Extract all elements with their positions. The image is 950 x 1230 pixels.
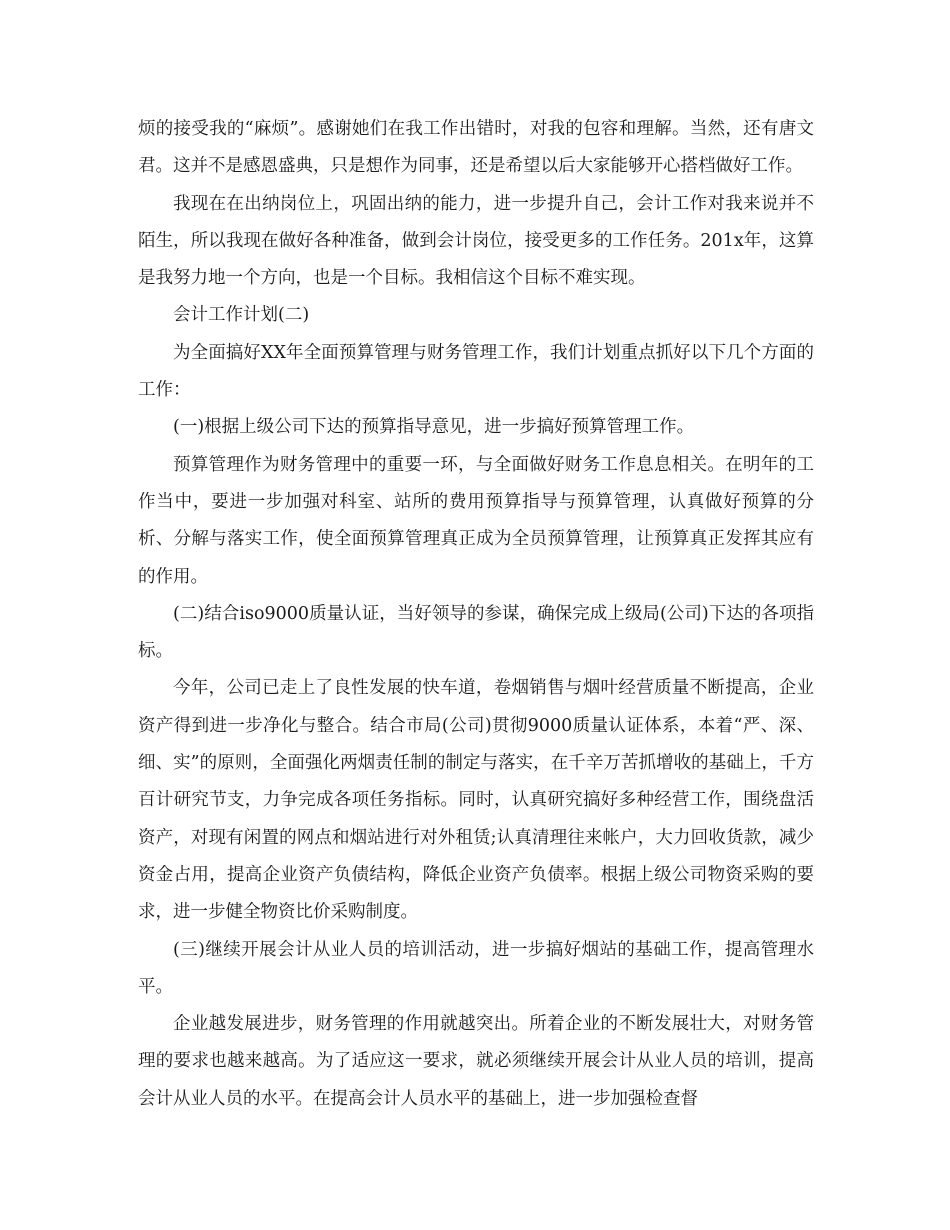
list-item-heading: (一)根据上级公司下达的预算指导意见，进一步搞好预算管理工作。 [173, 417, 695, 438]
document-body [138, 111, 814, 1118]
paragraph: 今年，公司已走上了良性发展的快车道，卷烟销售与烟叶经营质量不断提高，企业资产得到进一步净化与整合。结合市局(公司)贯彻9000质量认证体系，本着“严、深、细、实”的原则，全面强化两烟责任制的制定与落实，在千辛万苦抓增收的基础上，千方百计研究节支，力争完成各项任务指标。同时，认真研究搞好多种经营工作，围绕盘活资产，对现有闲置的网点和烟站进行对外租赁;认真清理往来帐户，大力回收货款，减少资金占用，提高企业资产负债结构，降低企业资产负债率。根据上级公司物资采购的要求，进一步健全物资比价采购制度。 [138, 678, 814, 923]
paragraph: 我现在在出纳岗位上，巩固出纳的能力，进一步提升自己，会计工作对我来说并不陌生，所以我现在做好各种准备，做到会计岗位，接受更多的工作任务。201x年，这算是我努力地一个方向，也是一个目标。我相信这个目标不难实现。 [138, 193, 814, 289]
list-item-heading: (二)结合iso9000质量认证，当好领导的参谋，确保完成上级局(公司)下达的各项指标。 [138, 603, 814, 662]
paragraph: 预算管理作为财务管理中的重要一环，与全面做好财务工作息息相关。在明年的工作当中，要进一步加强对科室、站所的费用预算指导与预算管理，认真做好预算的分析、分解与落实工作，使全面预算管理真正成为全员预算管理，让预算真正发挥其应有的作用。 [138, 454, 814, 587]
paragraph: 企业越发展进步，财务管理的作用就越突出。所着企业的不断发展壮大，对财务管理的要求也越来越高。为了适应这一要求，就必须继续开展会计从业人员的培训，提高会计从业人员的水平。在提高会计人员水平的基础上，进一步加强检查督 [138, 1014, 814, 1109]
paragraph: 烦的接受我的“麻烦”。感谢她们在我工作出错时，对我的包容和理解。当然，还有唐文君。这并不是感恩盛典，只是想作为同事，还是希望以后大家能够开心搭档做好工作。 [138, 119, 814, 177]
list-item-heading: (三)继续开展会计从业人员的培训活动，进一步搞好烟站的基础工作，提高管理水平。 [138, 939, 814, 997]
paragraph: 为全面搞好XX年全面预算管理与财务管理工作，我们计划重点抓好以下几个方面的工作： [138, 342, 814, 401]
section-heading: 会计工作计划(二) [173, 305, 310, 326]
